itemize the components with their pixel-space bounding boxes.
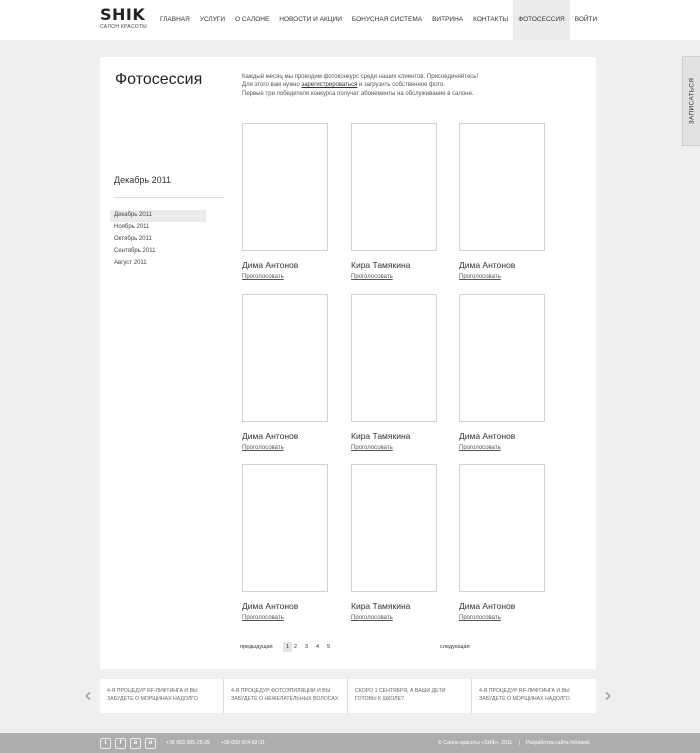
news-next-arrow[interactable]: › bbox=[604, 683, 612, 707]
news-item-line-2: ЗАБУДЕТЕ О НЕЖЕЛАТЕЛЬНЫХ ВОЛОСАХ bbox=[231, 695, 339, 702]
vote-link[interactable]: Проголосовать bbox=[351, 445, 393, 451]
logo-wordmark: SHIK bbox=[100, 5, 146, 24]
vote-link[interactable]: Проголосовать bbox=[242, 445, 284, 451]
month-item[interactable]: Август 2011 bbox=[114, 260, 147, 266]
news-item[interactable] bbox=[224, 679, 348, 713]
pager-page[interactable]: 2 bbox=[294, 644, 298, 650]
logo-tagline: САЛОН КРАСОТЫ bbox=[100, 24, 148, 30]
month-item[interactable]: Октябрь 2011 bbox=[114, 236, 152, 242]
photo-author-name: Дима Антонов bbox=[242, 601, 299, 611]
pager-page[interactable]: 5 bbox=[327, 644, 331, 650]
news-item-line-1: 4-Я ПРОЦЕДУР RF-ЛИФТИНГА И ВЫ bbox=[107, 688, 198, 694]
pager-page[interactable]: 4 bbox=[316, 644, 320, 650]
pager-prev[interactable]: предыдущая bbox=[240, 644, 273, 650]
month-list bbox=[110, 210, 206, 270]
photo-card[interactable] bbox=[351, 294, 437, 422]
pager-page[interactable]: 1 bbox=[283, 642, 292, 652]
photo-author-name: Дима Антонов bbox=[242, 260, 299, 270]
nav-item-1[interactable]: ГЛАВНАЯ bbox=[160, 16, 190, 23]
intro-line-2-start: Для этого вам нужно bbox=[242, 82, 302, 89]
news-item[interactable] bbox=[100, 679, 224, 713]
month-divider bbox=[114, 197, 224, 198]
photo-card[interactable] bbox=[459, 294, 545, 422]
news-item-line-1: 4-Я ПРОЦЕДУР ФОТОЭПИЛЯЦИИ И ВЫ bbox=[231, 688, 331, 694]
news-item-line-1: 4-Я ПРОЦЕДУР RF-ЛИФТИНГА И ВЫ bbox=[479, 688, 570, 694]
footer-copyright: © Салон красоты «SHIk», 2011 bbox=[438, 740, 513, 746]
pager-page[interactable]: 3 bbox=[305, 644, 309, 650]
photo-card[interactable] bbox=[459, 464, 545, 592]
news-item-line-2: ГОТОВЫ К ШКОЛЕ? bbox=[355, 695, 404, 702]
month-item[interactable]: Ноябрь 2011 bbox=[114, 224, 150, 230]
logo[interactable] bbox=[100, 6, 152, 34]
nav-item-7[interactable]: КОНТАКТЫ bbox=[473, 16, 509, 23]
news-prev-arrow[interactable]: ‹ bbox=[84, 683, 92, 707]
nav-item-3[interactable]: О САЛОНЕ bbox=[235, 16, 270, 23]
intro-line-1: Каждый месяц мы проводим фотоконкурс среди наших клиентов. Присоединяйтесь! bbox=[242, 74, 479, 80]
vkontakte-icon[interactable]: в bbox=[130, 738, 141, 749]
photo-author-name: Кира Тамякина bbox=[351, 431, 411, 441]
footer-separator: | bbox=[519, 740, 521, 746]
vote-link[interactable]: Проголосовать bbox=[459, 445, 501, 451]
signup-side-tab[interactable] bbox=[682, 56, 700, 146]
page-title: Фотосессия bbox=[115, 71, 203, 88]
intro-text bbox=[242, 73, 582, 98]
photo-author-name: Кира Тамякина bbox=[351, 601, 411, 611]
twitter-icon[interactable]: t bbox=[100, 738, 111, 749]
odnoklassniki-icon[interactable]: о bbox=[145, 738, 156, 749]
vote-link[interactable]: Проголосовать bbox=[459, 615, 501, 621]
current-month-title: Декабрь 2011 bbox=[114, 175, 171, 185]
vote-link[interactable]: Проголосовать bbox=[351, 615, 393, 621]
register-link[interactable]: зарегистрироваться bbox=[301, 82, 358, 89]
intro-line-3: Первые три победителя конкурса получат абонементы на обслуживание в салоне. bbox=[242, 90, 474, 97]
photo-author-name: Дима Антонов bbox=[459, 601, 516, 611]
footer-developer[interactable]: Разработка сайта Intraweb bbox=[526, 740, 591, 746]
photo-card[interactable] bbox=[242, 464, 328, 592]
photo-author-name: Дима Антонов bbox=[459, 431, 516, 441]
photo-author-name: Кира Тамякина bbox=[351, 260, 411, 270]
main-nav bbox=[155, 0, 602, 40]
site-footer bbox=[0, 733, 700, 753]
vote-link[interactable]: Проголосовать bbox=[459, 274, 501, 280]
content-panel bbox=[100, 57, 596, 669]
news-item[interactable] bbox=[472, 679, 596, 713]
photo-card[interactable] bbox=[242, 123, 328, 251]
intro-line-2-end: и загрузить собственное фото. bbox=[357, 82, 445, 89]
nav-item-8[interactable]: ФОТОСЕССИЯ bbox=[513, 0, 570, 40]
nav-item-5[interactable]: БОНУСНАЯ СИСТЕМА bbox=[351, 16, 423, 23]
footer-phone-1: +38 063 385-25-25 bbox=[166, 740, 210, 746]
month-item[interactable]: Сентябрь 2011 bbox=[114, 248, 156, 254]
news-item-line-1: СКОРО 1 СЕНТЯБРЯ, А ВАШИ ДЕТИ bbox=[355, 688, 446, 694]
intro-line-2 bbox=[242, 81, 582, 89]
photo-author-name: Дима Антонов bbox=[242, 431, 299, 441]
photo-card[interactable] bbox=[242, 294, 328, 422]
news-item-line-2: ЗАБУДЕТЕ О МОРЩИНАХ НАДОЛГО bbox=[479, 695, 570, 702]
photo-card[interactable] bbox=[459, 123, 545, 251]
nav-item-4[interactable]: НОВОСТИ И АКЦИИ bbox=[279, 16, 342, 23]
site-header bbox=[0, 0, 700, 40]
vote-link[interactable]: Проголосовать bbox=[351, 274, 393, 280]
footer-phone-2: +38 050 004-92-31 bbox=[221, 740, 265, 746]
photo-card[interactable] bbox=[351, 123, 437, 251]
nav-item-2[interactable]: УСЛУГИ bbox=[199, 16, 226, 23]
news-item-line-2: ЗАБУДЕТЕ О МОРЩИНАХ НАДОЛГО bbox=[107, 695, 198, 702]
news-strip bbox=[100, 679, 596, 713]
month-item[interactable]: Декабрь 2011 bbox=[110, 210, 206, 222]
photo-author-name: Дима Антонов bbox=[459, 260, 516, 270]
nav-item-9[interactable]: ВОЙТИ bbox=[574, 16, 598, 23]
vote-link[interactable]: Проголосовать bbox=[242, 615, 284, 621]
nav-item-6[interactable]: ВИТРИНА bbox=[432, 16, 464, 23]
photo-card[interactable] bbox=[351, 464, 437, 592]
news-item[interactable] bbox=[348, 679, 472, 713]
vote-link[interactable]: Проголосовать bbox=[242, 274, 284, 280]
signup-side-tab-label: ЗАПИСАТЬСЯ bbox=[688, 77, 695, 125]
pager-next[interactable]: следующая bbox=[440, 644, 470, 650]
facebook-icon[interactable]: f bbox=[115, 738, 126, 749]
